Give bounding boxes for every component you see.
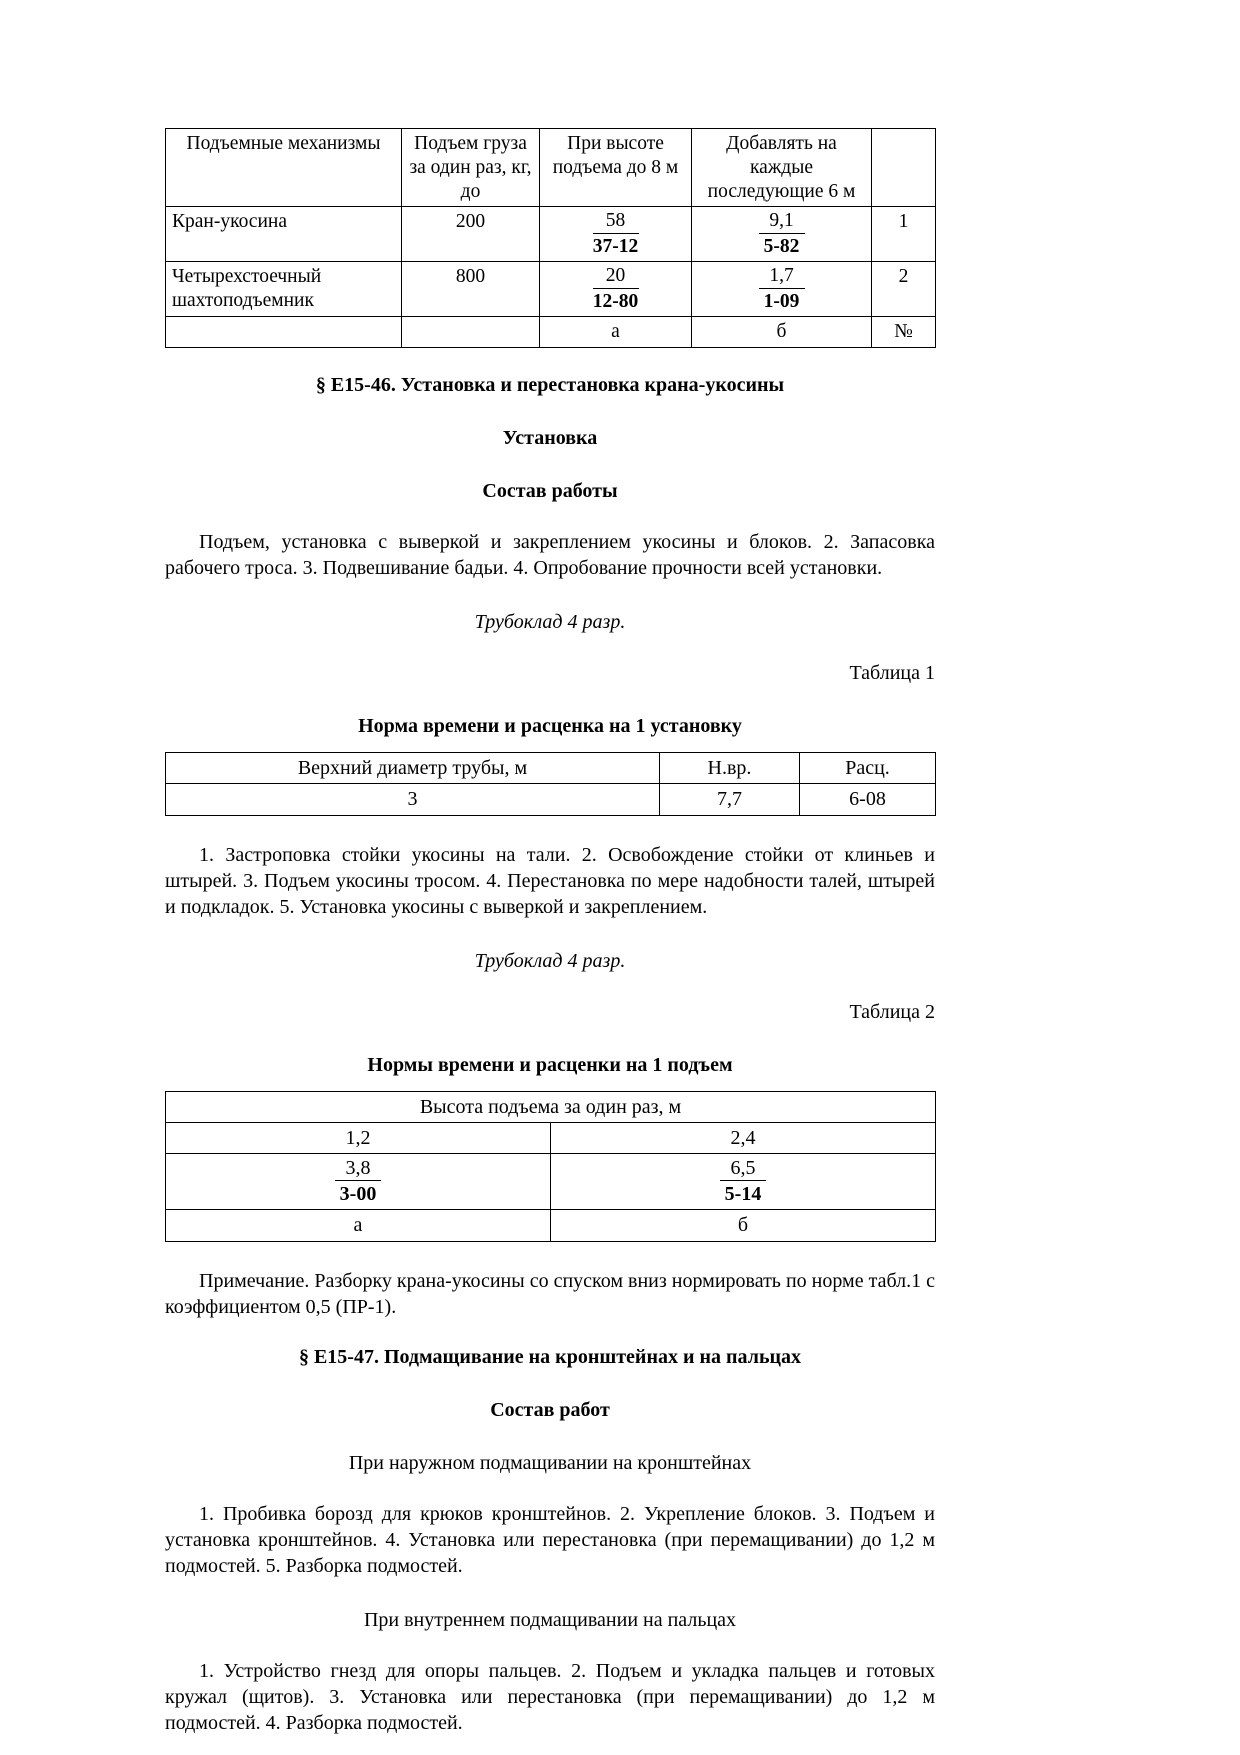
- footer-text-a: а: [353, 1214, 363, 1237]
- header-text-norm-time: Н.вр.: [707, 756, 752, 779]
- paragraph-relocation-steps: 1. Застроповка стойки укосины на тали. 2. Освобождение стойки от клиньев и штырей. 3. Подъем укосины тросом. 4. Перестановка по мере надобности талей, штырей и подкладок. 5. Установка укосины с выверкой и закреплением.: [165, 843, 935, 918]
- header-cell-pipe-diameter: [166, 752, 660, 783]
- header-text-load-line2: за один раз, кг,: [409, 156, 532, 178]
- cell-row-number: [872, 207, 936, 262]
- header-text-add6-line3: последующие 6 м: [707, 180, 856, 202]
- table-row: [166, 1122, 936, 1153]
- cell-lift-height-b: [551, 1122, 936, 1153]
- header-text-height8-line2: подъема до 8 м: [552, 156, 679, 178]
- table-footer-row: [166, 1210, 936, 1241]
- table-row: [166, 784, 936, 815]
- subtitle-installation: Установка: [502, 426, 598, 449]
- footer-cell-b: [692, 316, 872, 347]
- header-cell-load: [402, 129, 540, 207]
- paragraph-outer-scaffolding: 1. Пробивка борозд для крюков кронштейнов. 2. Укрепление блоков. 3. Подъем и установка кронштейнов. 4. Установка или перестановка (при перемащивании) до 1,2 м подмостей. 5. Разборка подмостей.: [165, 1502, 935, 1577]
- footer-cell-a: [166, 1210, 551, 1241]
- worker-qualification: Трубоклад 4 разр.: [474, 610, 626, 633]
- cell-height8-value: [540, 262, 692, 317]
- footer-cell-empty-1: [166, 316, 402, 347]
- row-number-text: 1: [898, 211, 909, 233]
- cell-mechanism-name: [166, 262, 402, 317]
- subheading-outer-scaffolding: При наружном подмащивании на кронштейнах: [348, 1451, 752, 1474]
- table-1-norms: [165, 752, 936, 816]
- header-cell-lift-height: [166, 1091, 936, 1122]
- heading-work-composition-2: Состав работ: [490, 1398, 610, 1421]
- cell-pipe-diameter-value: [166, 784, 660, 815]
- footer-cell-a: [540, 316, 692, 347]
- header-text-load-line1: Подъем груза: [414, 133, 527, 154]
- mechanism-name-text: Кран-укосина: [172, 211, 287, 233]
- fraction: [557, 1157, 929, 1206]
- header-text-add6-line2: каждые: [750, 156, 813, 178]
- subheading-inner-scaffolding: При внутреннем подмащивании на пальцах: [363, 1608, 737, 1631]
- paragraph-note: Примечание. Разборку крана-укосины со спуском вниз нормировать по норме табл.1 с коэффициентом 0,5 (ПР-1).: [165, 1269, 935, 1318]
- fraction: [546, 265, 685, 313]
- header-text-pipe-diameter: Верхний диаметр трубы, м: [297, 756, 528, 779]
- cell-lift-height-a: [166, 1122, 551, 1153]
- price-value: 3-00: [339, 1183, 377, 1206]
- price-value: 5-82: [763, 235, 800, 257]
- table-lift-mechanisms: [165, 128, 936, 348]
- table-header-row: [166, 1091, 936, 1122]
- table-label-1: Таблица 1: [849, 661, 935, 684]
- heading-table-1: Норма времени и расценка на 1 установку: [358, 714, 742, 737]
- footer-text-b: б: [737, 1214, 749, 1237]
- fraction: [698, 210, 865, 258]
- footer-text-b: б: [776, 320, 787, 342]
- load-value-text: 800: [455, 266, 486, 288]
- section-title-e15-46: § E15-46. Установка и перестановка крана-укосины: [315, 373, 785, 396]
- price-value-text: 6-08: [849, 788, 886, 811]
- header-text-lift-height: Высота подъема за один раз, м: [419, 1095, 682, 1118]
- lift-height-value-a: 1,2: [345, 1126, 371, 1149]
- price-value: 5-14: [724, 1183, 762, 1206]
- cell-add6-value: [692, 207, 872, 262]
- fraction: [546, 210, 685, 258]
- paragraph-work-composition: Подъем, установка с выверкой и закреплением укосины и блоков. 2. Запасовка рабочего троса. 3. Подвешивание бадьи. 4. Опробование прочности всей установки.: [165, 530, 935, 579]
- norm-time-value: 6,5: [720, 1157, 766, 1181]
- table-2-lift-norms: [165, 1091, 936, 1242]
- cell-norm-b: [551, 1154, 936, 1210]
- price-value: 12-80: [592, 290, 639, 312]
- worker-qualification-2: Трубоклад 4 разр.: [474, 949, 626, 972]
- table-header-row: [166, 129, 936, 207]
- cell-mechanism-name: [166, 207, 402, 262]
- spacer: [165, 1077, 935, 1091]
- footer-text-number: №: [894, 320, 913, 342]
- footer-cell-b: [551, 1210, 936, 1241]
- cell-row-number: [872, 262, 936, 317]
- cell-price-value: [800, 784, 936, 815]
- header-cell-mechanisms: [166, 129, 402, 207]
- mechanism-name-line1: Четырехстоечный: [172, 266, 322, 288]
- cell-norm-time-value: [660, 784, 800, 815]
- table-row: [166, 262, 936, 317]
- cell-load-value: [402, 262, 540, 317]
- fraction: [172, 1157, 544, 1206]
- page-content: [165, 128, 935, 1736]
- header-text-price: Расц.: [845, 756, 890, 779]
- price-value: 37-12: [592, 235, 639, 257]
- norm-time-value-text: 7,7: [717, 788, 742, 811]
- cell-norm-a: [166, 1154, 551, 1210]
- header-text-load-line3: до: [460, 180, 481, 202]
- heading-work-composition: Состав работы: [482, 479, 618, 502]
- pipe-diameter-value-text: 3: [407, 788, 418, 811]
- spacer: [165, 738, 935, 752]
- footer-cell-empty-2: [402, 316, 540, 347]
- footer-cell-number: [872, 316, 936, 347]
- footer-text-a: а: [611, 320, 620, 342]
- norm-time-value: 58: [593, 210, 639, 233]
- price-value: 1-09: [763, 290, 800, 312]
- header-text-mechanisms: Подъемные механизмы: [186, 133, 381, 154]
- heading-table-2: Нормы времени и расценки на 1 подъем: [367, 1053, 733, 1076]
- header-cell-height8: [540, 129, 692, 207]
- header-text-add6-line1: Добавлять на: [726, 133, 837, 154]
- mechanism-name-line2: шахтоподъемник: [172, 289, 314, 311]
- norm-time-value: 1,7: [759, 265, 805, 288]
- header-cell-norm-time: [660, 752, 800, 783]
- header-cell-add6: [692, 129, 872, 207]
- load-value-text: 200: [455, 211, 486, 233]
- table-row: [166, 1154, 936, 1210]
- cell-height8-value: [540, 207, 692, 262]
- table-label-2: Таблица 2: [849, 1000, 935, 1023]
- section-title-e15-47: § E15-47. Подмащивание на кронштейнах и на пальцах: [298, 1345, 802, 1368]
- norm-time-value: 3,8: [335, 1157, 381, 1181]
- norm-time-value: 9,1: [759, 210, 805, 233]
- table-header-row: [166, 752, 936, 783]
- table-footer-row: [166, 316, 936, 347]
- norm-time-value: 20: [593, 265, 639, 288]
- cell-add6-value: [692, 262, 872, 317]
- lift-height-value-b: 2,4: [730, 1126, 756, 1149]
- header-text-height8-line1: При высоте: [567, 133, 664, 154]
- table-row: [166, 207, 936, 262]
- paragraph-inner-scaffolding: 1. Устройство гнезд для опоры пальцев. 2. Подъем и укладка пальцев и готовых кружал (щитов). 3. Установка или перестановка (при перемащивании) до 1,2 м подмостей. 4. Разборка подмостей.: [165, 1659, 935, 1734]
- cell-load-value: [402, 207, 540, 262]
- fraction: [698, 265, 865, 313]
- row-number-text: 2: [898, 266, 909, 288]
- header-cell-number: [872, 129, 936, 207]
- header-cell-price: [800, 752, 936, 783]
